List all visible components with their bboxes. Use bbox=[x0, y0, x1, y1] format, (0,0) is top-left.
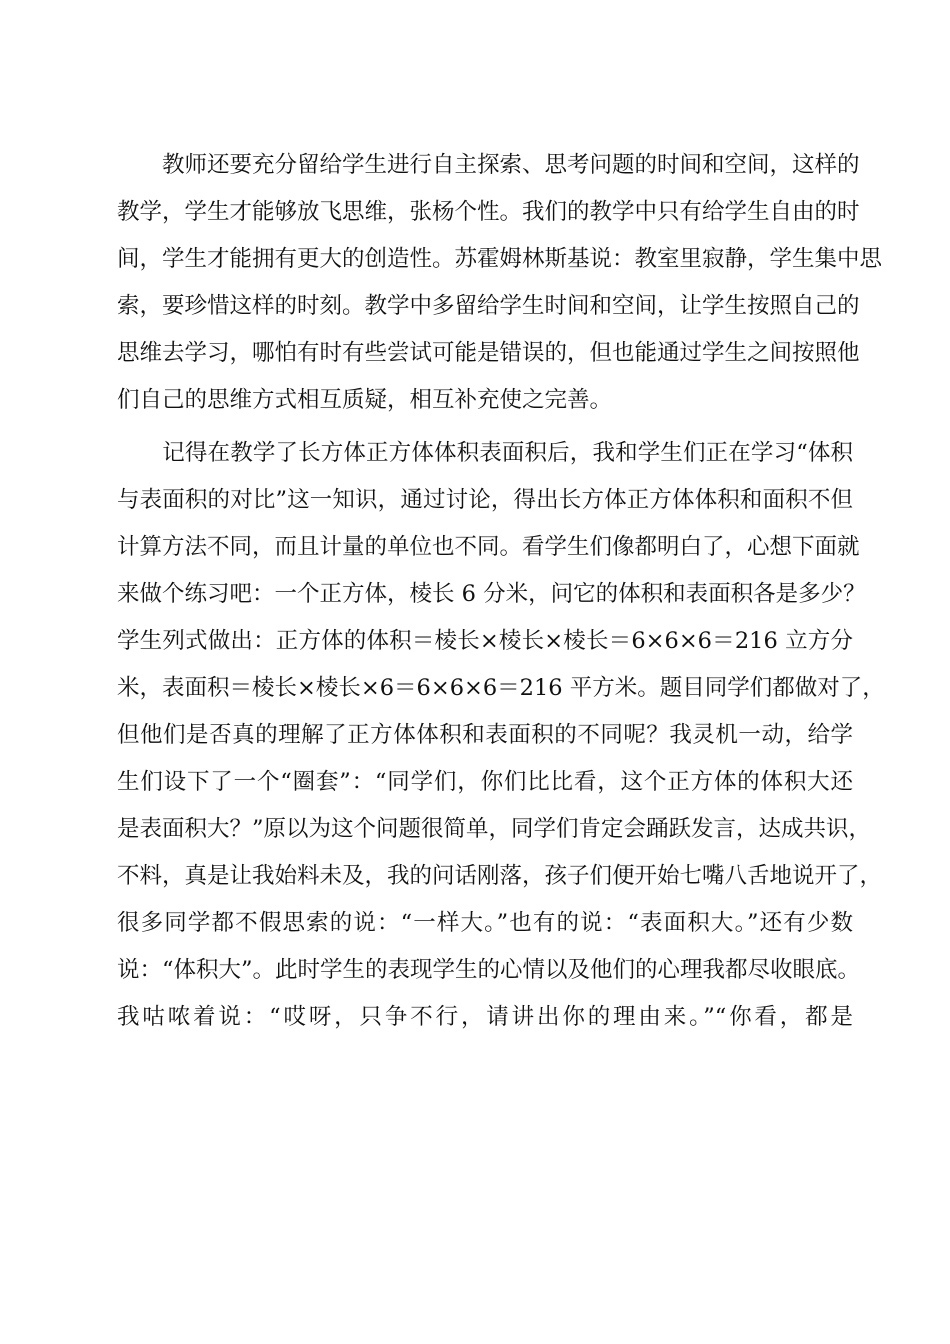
text-line: 教师还要充分留给学生进行自主探索、思考问题的时间和空间，这样的 bbox=[117, 152, 860, 178]
text-line: 来做个练习吧：一个正方体，棱长 6 分米，问它的体积和表面积各是多少？ bbox=[117, 581, 866, 607]
text-line: 与表面积的对比”这一知识，通过讨论，得出长方体正方体体积和面积不但 bbox=[117, 487, 853, 513]
text-line: 说：“体积大”。此时学生的表现学生的心情以及他们的心理我都尽收眼底。 bbox=[117, 957, 861, 983]
text-line: 计算方法不同，而且计量的单位也不同。看学生们像都明白了，心想下面就 bbox=[117, 534, 860, 560]
text-line: 间，学生才能拥有更大的创造性。苏霍姆林斯基说：教室里寂静，学生集中思 bbox=[117, 246, 883, 272]
paragraph-1 bbox=[117, 142, 883, 424]
text-line: 教学，学生才能够放飞思维，张杨个性。我们的教学中只有给学生自由的时 bbox=[117, 199, 860, 225]
paragraph-2 bbox=[117, 430, 885, 1041]
text-line: 生们设下了一个“圈套”：“同学们，你们比比看，这个正方体的体积大还 bbox=[117, 769, 853, 795]
text-line: 米，表面积＝棱长×棱长×6＝6×6×6＝216 平方米。题目同学们都做对了， bbox=[117, 675, 885, 701]
text-line: 但他们是否真的理解了正方体体积和表面积的不同呢？我灵机一动，给学 bbox=[117, 722, 853, 748]
text-line: 思维去学习，哪怕有时有些尝试可能是错误的，但也能通过学生之间按照他 bbox=[117, 340, 860, 366]
body-text bbox=[117, 142, 885, 1041]
text-line: 学生列式做出：正方体的体积＝棱长×棱长×棱长＝6×6×6＝216 立方分 bbox=[117, 628, 853, 654]
text-line: 很多同学都不假思索的说：“一样大。”也有的说：“表面积大。”还有少数 bbox=[117, 910, 853, 936]
text-line: 索，要珍惜这样的时刻。教学中多留给学生时间和空间，让学生按照自己的 bbox=[117, 293, 860, 319]
text-line: 们自己的思维方式相互质疑，相互补充使之完善。 bbox=[117, 387, 613, 413]
text-line: 是表面积大？”原以为这个问题很简单，同学们肯定会踊跃发言，达成共识， bbox=[117, 816, 872, 842]
text-line: 不料，真是让我始料未及，我的问话刚落，孩子们便开始七嘴八舌地说开了， bbox=[117, 863, 883, 889]
text-line: 我咕哝着说：“哎呀，只争不行，请讲出你的理由来。”“你看，都是 bbox=[117, 1004, 853, 1030]
text-line: 记得在教学了长方体正方体体积表面积后，我和学生们正在学习“体积 bbox=[117, 440, 853, 466]
